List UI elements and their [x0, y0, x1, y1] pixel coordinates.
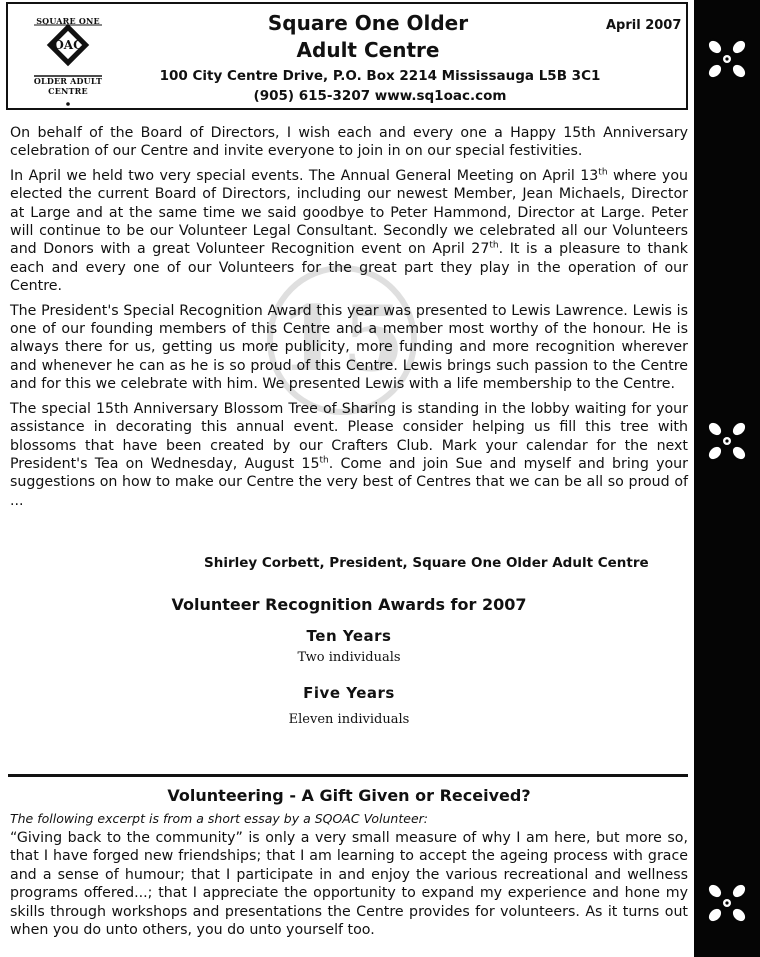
text-run: . Come and join Sue and myself and bring your suggestions on how to make our Centre the very best of Centres that we can be all so proud of ...: [10, 455, 688, 509]
text-run: In April we held two very special events. The Annual General Meeting on April 13: [10, 167, 599, 184]
logo-emblem: [30, 16, 106, 108]
section-divider: [8, 774, 688, 777]
logo-text: SQUARE ONE: [36, 16, 100, 26]
text-run: The special 15th Anniversary Blossom Tree of Sharing is standing in the lobby waiting for your assistance in decorating this annual event. Please consider helping us fill this tree with blossoms that have been created by our Crafters Club. Mark your calendar for the next President's Tea on Wednesday, August 15: [10, 400, 688, 472]
phone-website: (905) 615-3207 www.sq1oac.com: [253, 88, 507, 104]
watermark-text: 15: [279, 286, 405, 392]
flower-icon: [702, 34, 752, 84]
contact-block: [142, 66, 618, 106]
volunteer-essay: “Giving back to the community” is only a very small measure of why I am here, but more so, that I have forged new friendships; that I am learning to accept the ageing process with grace and a sense of humour; that I participate in and enjoy the various recreational and wellness programs offered...; that I appreciate the opportunity to expand my experience and hone my skills through workshops and presentations the Centre provides for volunteers. As it turns out when you do unto others, you do unto yourself too.: [10, 830, 688, 939]
logo-line: CENTRE: [48, 86, 88, 96]
text-run: where you elected the current Board of Directors, including our newest Member, Jean Michaels, Director at Large and at the same time we said goodbye to Peter Hammond, Director at Large. Peter will continue to be our Volunteer Legal Consultant. Secondly we celebrated all our Volunteers and Donors with a great Volunteer Recognition event on April 27: [10, 167, 688, 258]
ordinal-suffix: th: [319, 455, 329, 466]
award-heading: Ten Years: [306, 627, 392, 645]
excerpt-intro: The following excerpt is from a short essay by a SQOAC Volunteer:: [10, 811, 428, 826]
award-detail: Two individuals: [297, 650, 401, 665]
organization-name: [198, 10, 538, 64]
presidents-letter: [10, 124, 688, 516]
signature-line: Shirley Corbett, President, Square One Older Adult Centre: [204, 555, 649, 571]
logo-text: [30, 76, 106, 96]
paragraph: The President's Special Recognition Award this year was presented to Lewis Lawrence. Lewis is one of our founding members of this Centre and a member most worthy of the honour. He is always there for us, getting us more publicity, more funding and more recognition wherever and whenever he can as he is so proud of this Centre. Lewis brings such passion to the Centre and for this we celebrate with him. We presented Lewis with a life membership to the Centre.: [10, 302, 688, 393]
awards-title: Volunteer Recognition Awards for 2007: [171, 595, 527, 614]
paragraph: On behalf of the Board of Directors, I wish each and every one a Happy 15th Anniversary celebration of our Centre and invite everyone to join in on our special festivities.: [10, 125, 688, 160]
decorative-side-strip: [694, 0, 760, 957]
text-run: . It is a pleasure to thank each and every one of our Volunteers for the great part they play in the operation of our Centre.: [10, 241, 689, 295]
org-name-line: Adult Centre: [296, 38, 440, 62]
issue-date: April 2007: [606, 18, 682, 33]
masthead: [6, 2, 688, 110]
paragraph: [10, 167, 688, 296]
ordinal-suffix: th: [489, 240, 499, 251]
ordinal-suffix: th: [598, 167, 608, 178]
mailing-address: 100 City Centre Drive, P.O. Box 2214 Mississauga L5B 3C1: [159, 68, 601, 84]
flower-icon: [702, 878, 752, 928]
logo-monogram: OAC: [53, 38, 83, 52]
paragraph: [10, 400, 688, 510]
award-heading: Five Years: [303, 684, 395, 702]
flower-icon: [702, 416, 752, 466]
award-detail: Eleven individuals: [288, 712, 410, 727]
section-title: Volunteering - A Gift Given or Received?: [167, 786, 531, 805]
org-name-line: Square One Older: [267, 11, 469, 35]
logo-line: OLDER ADULT: [33, 76, 103, 86]
